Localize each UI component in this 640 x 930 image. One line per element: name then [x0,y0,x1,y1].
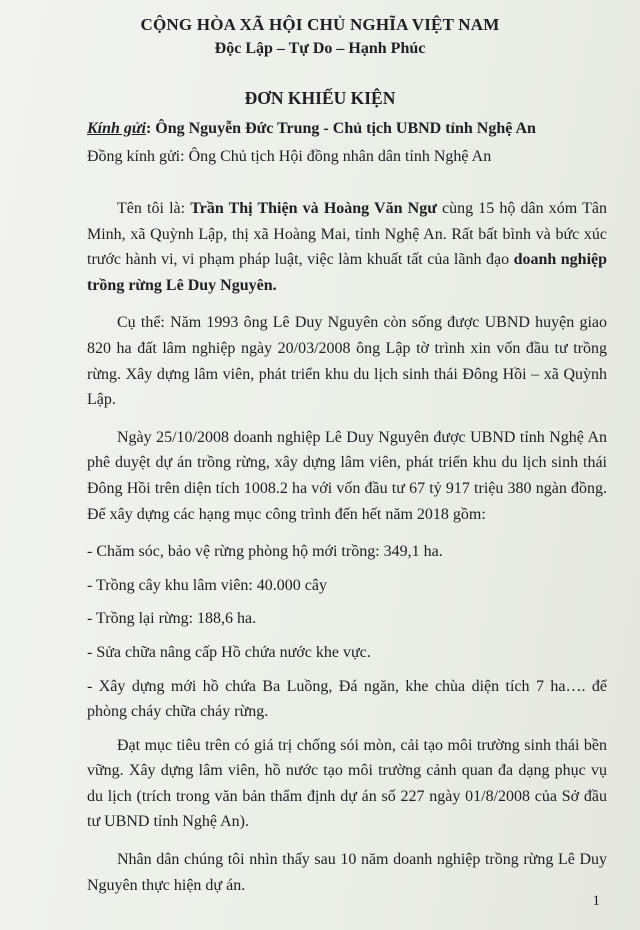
page-number: 1 [592,893,600,909]
intro-end: . [272,276,277,294]
salutation [87,120,536,138]
paragraph-details: Cụ thể: Năm 1993 ông Lê Duy Nguyên còn sống được UBND huyện giao 820 ha đất lâm nghiệp ngày 20/03/2008 ông Lập tờ trình xin vốn đầu tư trồng rừng. Xây dựng lâm viên, phát triển khu du lịch sinh thái Đông Hồi – xã Quỳnh Lập. [87,314,607,409]
complainant-names: Trần Thị Thiện và Hoàng Văn Ngư [190,200,437,217]
salutation-recipient: : Ông Nguyễn Đức Trung - Chủ tịch UBND tỉnh Nghệ An [145,120,536,137]
list-item: - Chăm sóc, bảo vệ rừng phòng hộ mới trồng: 349,1 ha. [87,543,443,561]
document-title: ĐƠN KHIẾU KIỆN [244,88,396,108]
national-motto: Độc Lập – Tự Do – Hạnh Phúc [214,40,426,57]
salutation-label: Kính gửi [87,120,146,137]
company-name: doanh nghiệp trồng rừng Lê Duy Nguyên [87,251,608,294]
list-item: - Trồng lại rừng: 188,6 ha. [87,610,257,628]
country-header: CỘNG HÒA XÃ HỘI CHỦ NGHĨA VIỆT NAM [140,15,500,34]
list-item: - Sửa chữa nâng cấp Hồ chứa nước khe vực. [87,643,371,661]
intro-middle-text: cùng 15 hộ dân xóm Tân Minh, xã Quỳnh Lập, thị xã Hoàng Mai, tỉnh Nghệ An. Rất bất bình và bức xúc trước hành vi, vi phạm pháp luật, việc làm khuất tất của lãnh đạo [87,200,608,269]
intro-text: Tên tôi là: [117,200,191,217]
paragraph-introduction [87,196,607,298]
paragraph-objectives: Đạt mục tiêu trên có giá trị chống sói mòn, cải tạo môi trường sinh thái bền vững. Xây dựng lâm viên, hồ nước tạo môi trường cảnh quan đa dạng phục vụ du lịch (trích trong văn bản thẩm định dự án số 227 ngày 01/8/2008 của Sở đầu tư UBND tỉnh Nghệ An). [87,736,607,831]
list-item: - Trồng cây khu lâm viên: 40.000 cây [87,576,327,594]
paragraph-project-approval: Ngày 25/10/2008 doanh nghiệp Lê Duy Nguyên được UBND tỉnh Nghệ An phê duyệt dự án trồng rừng, xây dựng lâm viên, phát triển khu du lịch sinh thái Đông Hồi trên diện tích 1008.2 ha với vốn đầu tư 67 tỷ 917 triệu 380 ngàn đồng. Để xây dựng các hạng mục công trình đến hết năm 2018 gồm: [87,428,607,523]
letter-body [87,196,607,910]
cc-recipient: Đồng kính gửi: Ông Chủ tịch Hội đồng nhân dân tỉnh Nghệ An [87,148,492,165]
paragraph-observation: Nhân dân chúng tôi nhìn thấy sau 10 năm doanh nghiệp trồng rừng Lê Duy Nguyên thực hiện dự án. [87,851,607,894]
list-item: - Xây dựng mới hồ chứa Ba Luồng, Đá ngăn, khe chùa diện tích 7 ha…. để phòng cháy chữa cháy rừng. [87,677,607,721]
